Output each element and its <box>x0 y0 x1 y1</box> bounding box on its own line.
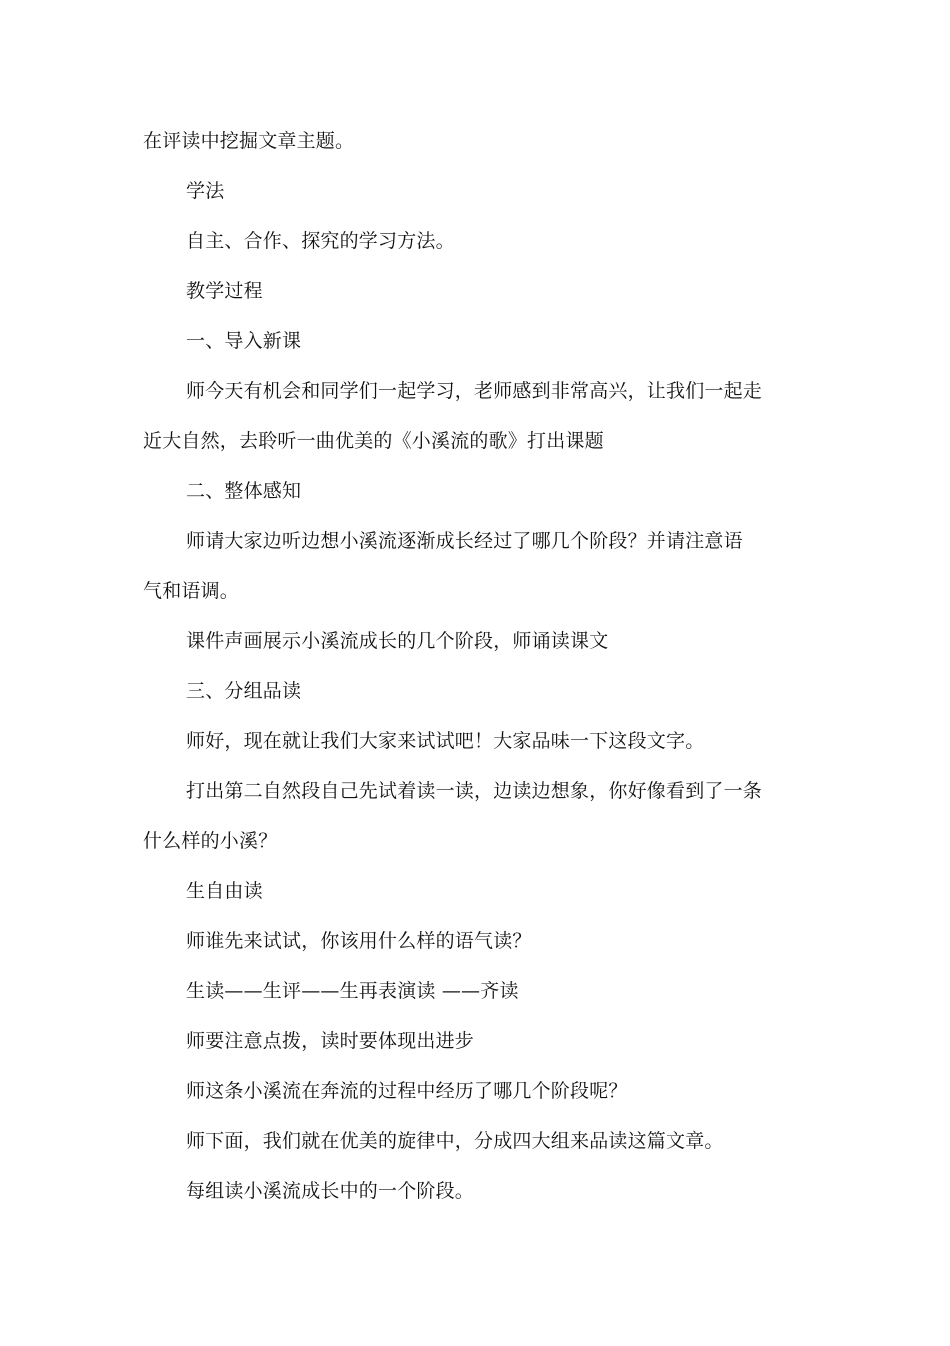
text-line: 打出第二自然段自己先试着读一读，边读边想象，你好像看到了一条 <box>186 780 763 802</box>
text-line: 什么样的小溪？ <box>143 830 278 852</box>
text-line: 师今天有机会和同学们一起学习，老师感到非常高兴，让我们一起走 <box>186 380 763 402</box>
text-line: 师这条小溪流在奔流的过程中经历了哪几个阶段呢？ <box>186 1080 628 1102</box>
text-line: 师请大家边听边想小溪流逐渐成长经过了哪几个阶段？并请注意语 <box>186 530 743 552</box>
section-heading: 学法 <box>186 180 225 202</box>
section-heading: 教学过程 <box>186 280 263 302</box>
section-heading: 三、分组品读 <box>186 680 302 702</box>
text-line: 每组读小溪流成长中的一个阶段。 <box>186 1180 475 1202</box>
text-line: 生读——生评——生再表演读 ——齐读 <box>186 980 519 1002</box>
text-line: 气和语调。 <box>143 580 240 602</box>
text-line: 师好，现在就让我们大家来试试吧！大家品味一下这段文字。 <box>186 730 705 752</box>
text-line: 在评读中挖掘文章主题。 <box>143 130 355 152</box>
text-line: 课件声画展示小溪流成长的几个阶段，师诵读课文 <box>186 630 609 652</box>
text-line: 师要注意点拨，读时要体现出进步 <box>186 1030 475 1052</box>
text-line: 师下面，我们就在优美的旋律中，分成四大组来品读这篇文章。 <box>186 1130 724 1152</box>
section-heading: 二、整体感知 <box>186 480 302 502</box>
text-line: 师谁先来试试，你该用什么样的语气读？ <box>186 930 532 952</box>
section-heading: 一、导入新课 <box>186 330 302 352</box>
text-line: 自主、合作、探究的学习方法。 <box>186 230 455 252</box>
text-line: 近大自然，去聆听一曲优美的《小溪流的歌》打出课题 <box>143 430 604 452</box>
text-line: 生自由读 <box>186 880 263 902</box>
